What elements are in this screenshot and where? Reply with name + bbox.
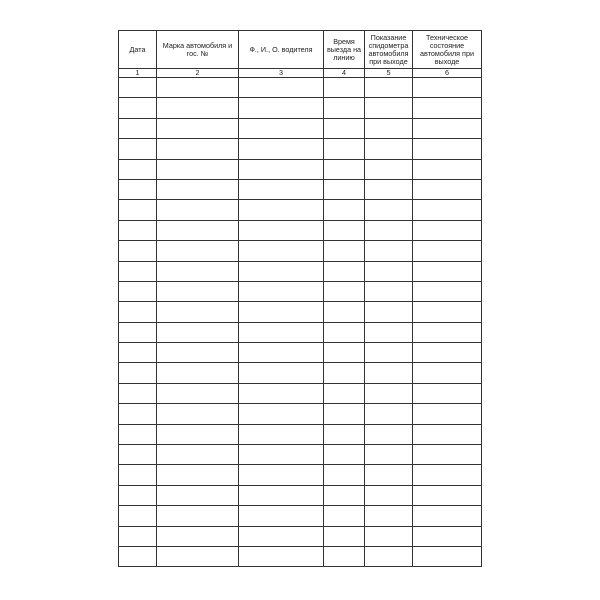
table-row — [119, 343, 482, 363]
odometer-cell — [365, 546, 413, 566]
odometer-cell — [365, 302, 413, 322]
condition-cell — [413, 159, 482, 179]
condition-cell — [413, 526, 482, 546]
car-cell — [157, 241, 239, 261]
condition-cell — [413, 241, 482, 261]
date-cell — [119, 445, 157, 465]
header-date: Дата — [119, 31, 157, 69]
table-row — [119, 139, 482, 159]
condition-cell — [413, 404, 482, 424]
date-cell — [119, 322, 157, 342]
time-cell — [324, 506, 365, 526]
time-cell — [324, 485, 365, 505]
odometer-cell — [365, 220, 413, 240]
table-row — [119, 363, 482, 383]
condition-cell — [413, 281, 482, 301]
date-cell — [119, 485, 157, 505]
driver-cell — [239, 139, 324, 159]
table-body — [119, 78, 482, 567]
odometer-cell — [365, 200, 413, 220]
odometer-cell — [365, 465, 413, 485]
car-cell — [157, 220, 239, 240]
driver-cell — [239, 404, 324, 424]
table-row — [119, 485, 482, 505]
condition-cell — [413, 322, 482, 342]
condition-cell — [413, 465, 482, 485]
time-cell — [324, 179, 365, 199]
date-cell — [119, 424, 157, 444]
driver-cell — [239, 343, 324, 363]
condition-cell — [413, 179, 482, 199]
odometer-cell — [365, 261, 413, 281]
time-cell — [324, 322, 365, 342]
odometer-cell — [365, 506, 413, 526]
date-cell — [119, 281, 157, 301]
odometer-cell — [365, 159, 413, 179]
date-cell — [119, 159, 157, 179]
date-cell — [119, 526, 157, 546]
condition-cell — [413, 98, 482, 118]
car-cell — [157, 526, 239, 546]
table-row — [119, 179, 482, 199]
table-row — [119, 118, 482, 138]
condition-cell — [413, 485, 482, 505]
car-cell — [157, 445, 239, 465]
driver-cell — [239, 383, 324, 403]
odometer-cell — [365, 98, 413, 118]
odometer-cell — [365, 241, 413, 261]
date-cell — [119, 383, 157, 403]
time-cell — [324, 261, 365, 281]
driver-cell — [239, 424, 324, 444]
driver-cell — [239, 78, 324, 98]
header-technical-condition: Техническое состояние автомобиля при выходе — [413, 31, 482, 69]
odometer-cell — [365, 343, 413, 363]
date-cell — [119, 261, 157, 281]
date-cell — [119, 78, 157, 98]
condition-cell — [413, 424, 482, 444]
time-cell — [324, 343, 365, 363]
odometer-cell — [365, 445, 413, 465]
header-odometer-reading: Показание спидометра автомобиля при выходе — [365, 31, 413, 69]
car-cell — [157, 78, 239, 98]
time-cell — [324, 383, 365, 403]
condition-cell — [413, 445, 482, 465]
condition-cell — [413, 383, 482, 403]
odometer-cell — [365, 404, 413, 424]
date-cell — [119, 200, 157, 220]
time-cell — [324, 200, 365, 220]
driver-cell — [239, 485, 324, 505]
car-cell — [157, 98, 239, 118]
driver-cell — [239, 506, 324, 526]
odometer-cell — [365, 322, 413, 342]
driver-cell — [239, 220, 324, 240]
driver-cell — [239, 465, 324, 485]
odometer-cell — [365, 424, 413, 444]
condition-cell — [413, 261, 482, 281]
vehicle-dispatch-log-table — [118, 30, 482, 567]
driver-cell — [239, 200, 324, 220]
time-cell — [324, 302, 365, 322]
car-cell — [157, 179, 239, 199]
date-cell — [119, 241, 157, 261]
table-row — [119, 281, 482, 301]
table-row — [119, 241, 482, 261]
table-row — [119, 465, 482, 485]
date-cell — [119, 139, 157, 159]
time-cell — [324, 424, 365, 444]
table-row — [119, 200, 482, 220]
car-cell — [157, 506, 239, 526]
table-row — [119, 98, 482, 118]
time-cell — [324, 281, 365, 301]
odometer-cell — [365, 363, 413, 383]
condition-cell — [413, 363, 482, 383]
odometer-cell — [365, 179, 413, 199]
table-header — [119, 31, 482, 78]
car-cell — [157, 261, 239, 281]
odometer-cell — [365, 281, 413, 301]
odometer-cell — [365, 485, 413, 505]
condition-cell — [413, 302, 482, 322]
condition-cell — [413, 343, 482, 363]
table-row — [119, 506, 482, 526]
driver-cell — [239, 546, 324, 566]
car-cell — [157, 139, 239, 159]
table-row — [119, 159, 482, 179]
car-cell — [157, 343, 239, 363]
condition-cell — [413, 118, 482, 138]
date-cell — [119, 343, 157, 363]
driver-cell — [239, 159, 324, 179]
car-cell — [157, 159, 239, 179]
odometer-cell — [365, 383, 413, 403]
header-departure-time: Время выезда на линию — [324, 31, 365, 69]
odometer-cell — [365, 118, 413, 138]
time-cell — [324, 363, 365, 383]
condition-cell — [413, 78, 482, 98]
driver-cell — [239, 322, 324, 342]
date-cell — [119, 465, 157, 485]
car-cell — [157, 485, 239, 505]
car-cell — [157, 200, 239, 220]
driver-cell — [239, 118, 324, 138]
date-cell — [119, 363, 157, 383]
table-row — [119, 322, 482, 342]
condition-cell — [413, 200, 482, 220]
condition-cell — [413, 139, 482, 159]
driver-cell — [239, 241, 324, 261]
date-cell — [119, 404, 157, 424]
date-cell — [119, 506, 157, 526]
car-cell — [157, 302, 239, 322]
column-number: 4 — [324, 69, 365, 78]
car-cell — [157, 281, 239, 301]
header-driver-name: Ф., И., О. водителя — [239, 31, 324, 69]
driver-cell — [239, 261, 324, 281]
time-cell — [324, 118, 365, 138]
column-number: 5 — [365, 69, 413, 78]
odometer-cell — [365, 78, 413, 98]
time-cell — [324, 78, 365, 98]
odometer-cell — [365, 139, 413, 159]
driver-cell — [239, 302, 324, 322]
date-cell — [119, 302, 157, 322]
driver-cell — [239, 281, 324, 301]
table-row — [119, 261, 482, 281]
car-cell — [157, 118, 239, 138]
condition-cell — [413, 506, 482, 526]
column-number: 1 — [119, 69, 157, 78]
time-cell — [324, 546, 365, 566]
header-car-model-plate: Марка автомобиля и гос. № — [157, 31, 239, 69]
date-cell — [119, 546, 157, 566]
date-cell — [119, 118, 157, 138]
driver-cell — [239, 179, 324, 199]
column-number: 2 — [157, 69, 239, 78]
table-row — [119, 445, 482, 465]
header-row — [119, 31, 482, 69]
column-number: 6 — [413, 69, 482, 78]
column-number-row — [119, 69, 482, 78]
column-number: 3 — [239, 69, 324, 78]
driver-cell — [239, 363, 324, 383]
time-cell — [324, 465, 365, 485]
car-cell — [157, 465, 239, 485]
car-cell — [157, 383, 239, 403]
driver-cell — [239, 98, 324, 118]
table-row — [119, 78, 482, 98]
odometer-cell — [365, 526, 413, 546]
time-cell — [324, 220, 365, 240]
condition-cell — [413, 546, 482, 566]
car-cell — [157, 424, 239, 444]
table-row — [119, 526, 482, 546]
car-cell — [157, 404, 239, 424]
car-cell — [157, 363, 239, 383]
time-cell — [324, 241, 365, 261]
table-row — [119, 424, 482, 444]
condition-cell — [413, 220, 482, 240]
time-cell — [324, 526, 365, 546]
table-row — [119, 302, 482, 322]
driver-cell — [239, 445, 324, 465]
time-cell — [324, 445, 365, 465]
table-row — [119, 546, 482, 566]
time-cell — [324, 98, 365, 118]
date-cell — [119, 98, 157, 118]
car-cell — [157, 546, 239, 566]
table-row — [119, 220, 482, 240]
time-cell — [324, 159, 365, 179]
table-row — [119, 404, 482, 424]
time-cell — [324, 404, 365, 424]
table-row — [119, 383, 482, 403]
date-cell — [119, 179, 157, 199]
date-cell — [119, 220, 157, 240]
car-cell — [157, 322, 239, 342]
driver-cell — [239, 526, 324, 546]
time-cell — [324, 139, 365, 159]
